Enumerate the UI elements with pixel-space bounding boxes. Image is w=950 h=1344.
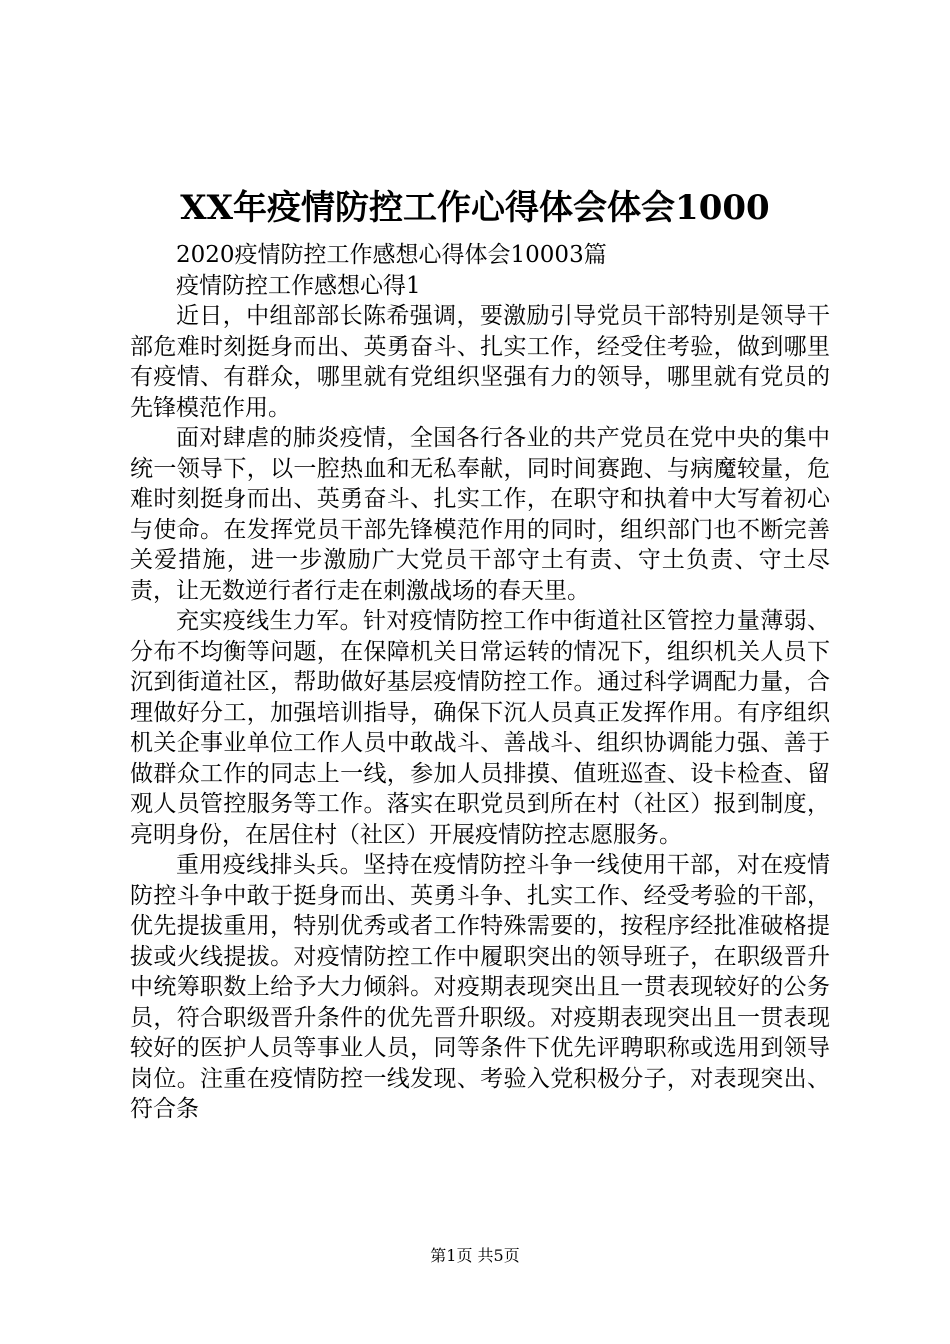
paragraph: 面对肆虐的肺炎疫情，全国各行各业的共产党员在党中央的集中统一领导下，以一腔热血和无私奉献，同时间赛跑、与病魔较量，危难时刻挺身而出、英勇奋斗、扎实工作，在职守和执着中大写着初心与使命。在发挥党员干部先锋模范作用的同时，组织部门也不断完善关爱措施，进一步激励广大党员干部守土有责、守土负责、守土尽责，让无数逆行者行走在刺激战场的春天里。 [130,425,830,604]
document-title: XX年疫情防控工作心得体会体会1000 [180,188,770,228]
document-subtitle: 2020疫情防控工作感想心得体会10003篇 [176,242,607,268]
paragraph: 重用疫线排头兵。坚持在疫情防控斗争一线使用干部，对在疫情防控斗争中敢于挺身而出、英勇斗争、扎实工作、经受考验的干部，优先提拔重用，特别优秀或者工作特殊需要的，按程序经批准破格提拔或火线提拔。对疫情防控工作中履职突出的领导班子，在职级晋升中统筹职数上给予大力倾斜。对疫期表现突出且一贯表现较好的公务员，符合职级晋升条件的优先晋升职级。对疫期表现突出且一贯表现较好的医护人员等事业人员，同等条件下优先评聘职称或选用到领导岗位。注重在疫情防控一线发现、考验入党积极分子，对表现突出、符合条 [130,852,830,1122]
paragraph: 充实疫线生力军。针对疫情防控工作中街道社区管控力量薄弱、分布不均衡等问题，在保障机关日常运转的情况下，组织机关人员下沉到街道社区，帮助做好基层疫情防控工作。通过科学调配力量，合理做好分工，加强培训指导，确保下沉人员真正发挥作用。有序组织机关企事业单位工作人员中敢战斗、善战斗、组织协调能力强、善于做群众工作的同志上一线，参加人员排摸、值班巡查、设卡检查、留观人员管控服务等工作。落实在职党员到所在村（社区）报到制度，亮明身份，在居住村（社区）开展疫情防控志愿服务。 [130,608,830,848]
page-footer: 第1页 共5页 [430,1246,520,1265]
document-body [130,240,830,1125]
paragraph: 近日，中组部部长陈希强调，要激励引导党员干部特别是领导干部危难时刻挺身而出、英勇奋斗、扎实工作，经受住考验，做到哪里有疫情、有群众，哪里就有党组织坚强有力的领导，哪里就有党员的先锋模范作用。 [130,303,830,421]
section-heading: 疫情防控工作感想心得1 [176,272,421,299]
